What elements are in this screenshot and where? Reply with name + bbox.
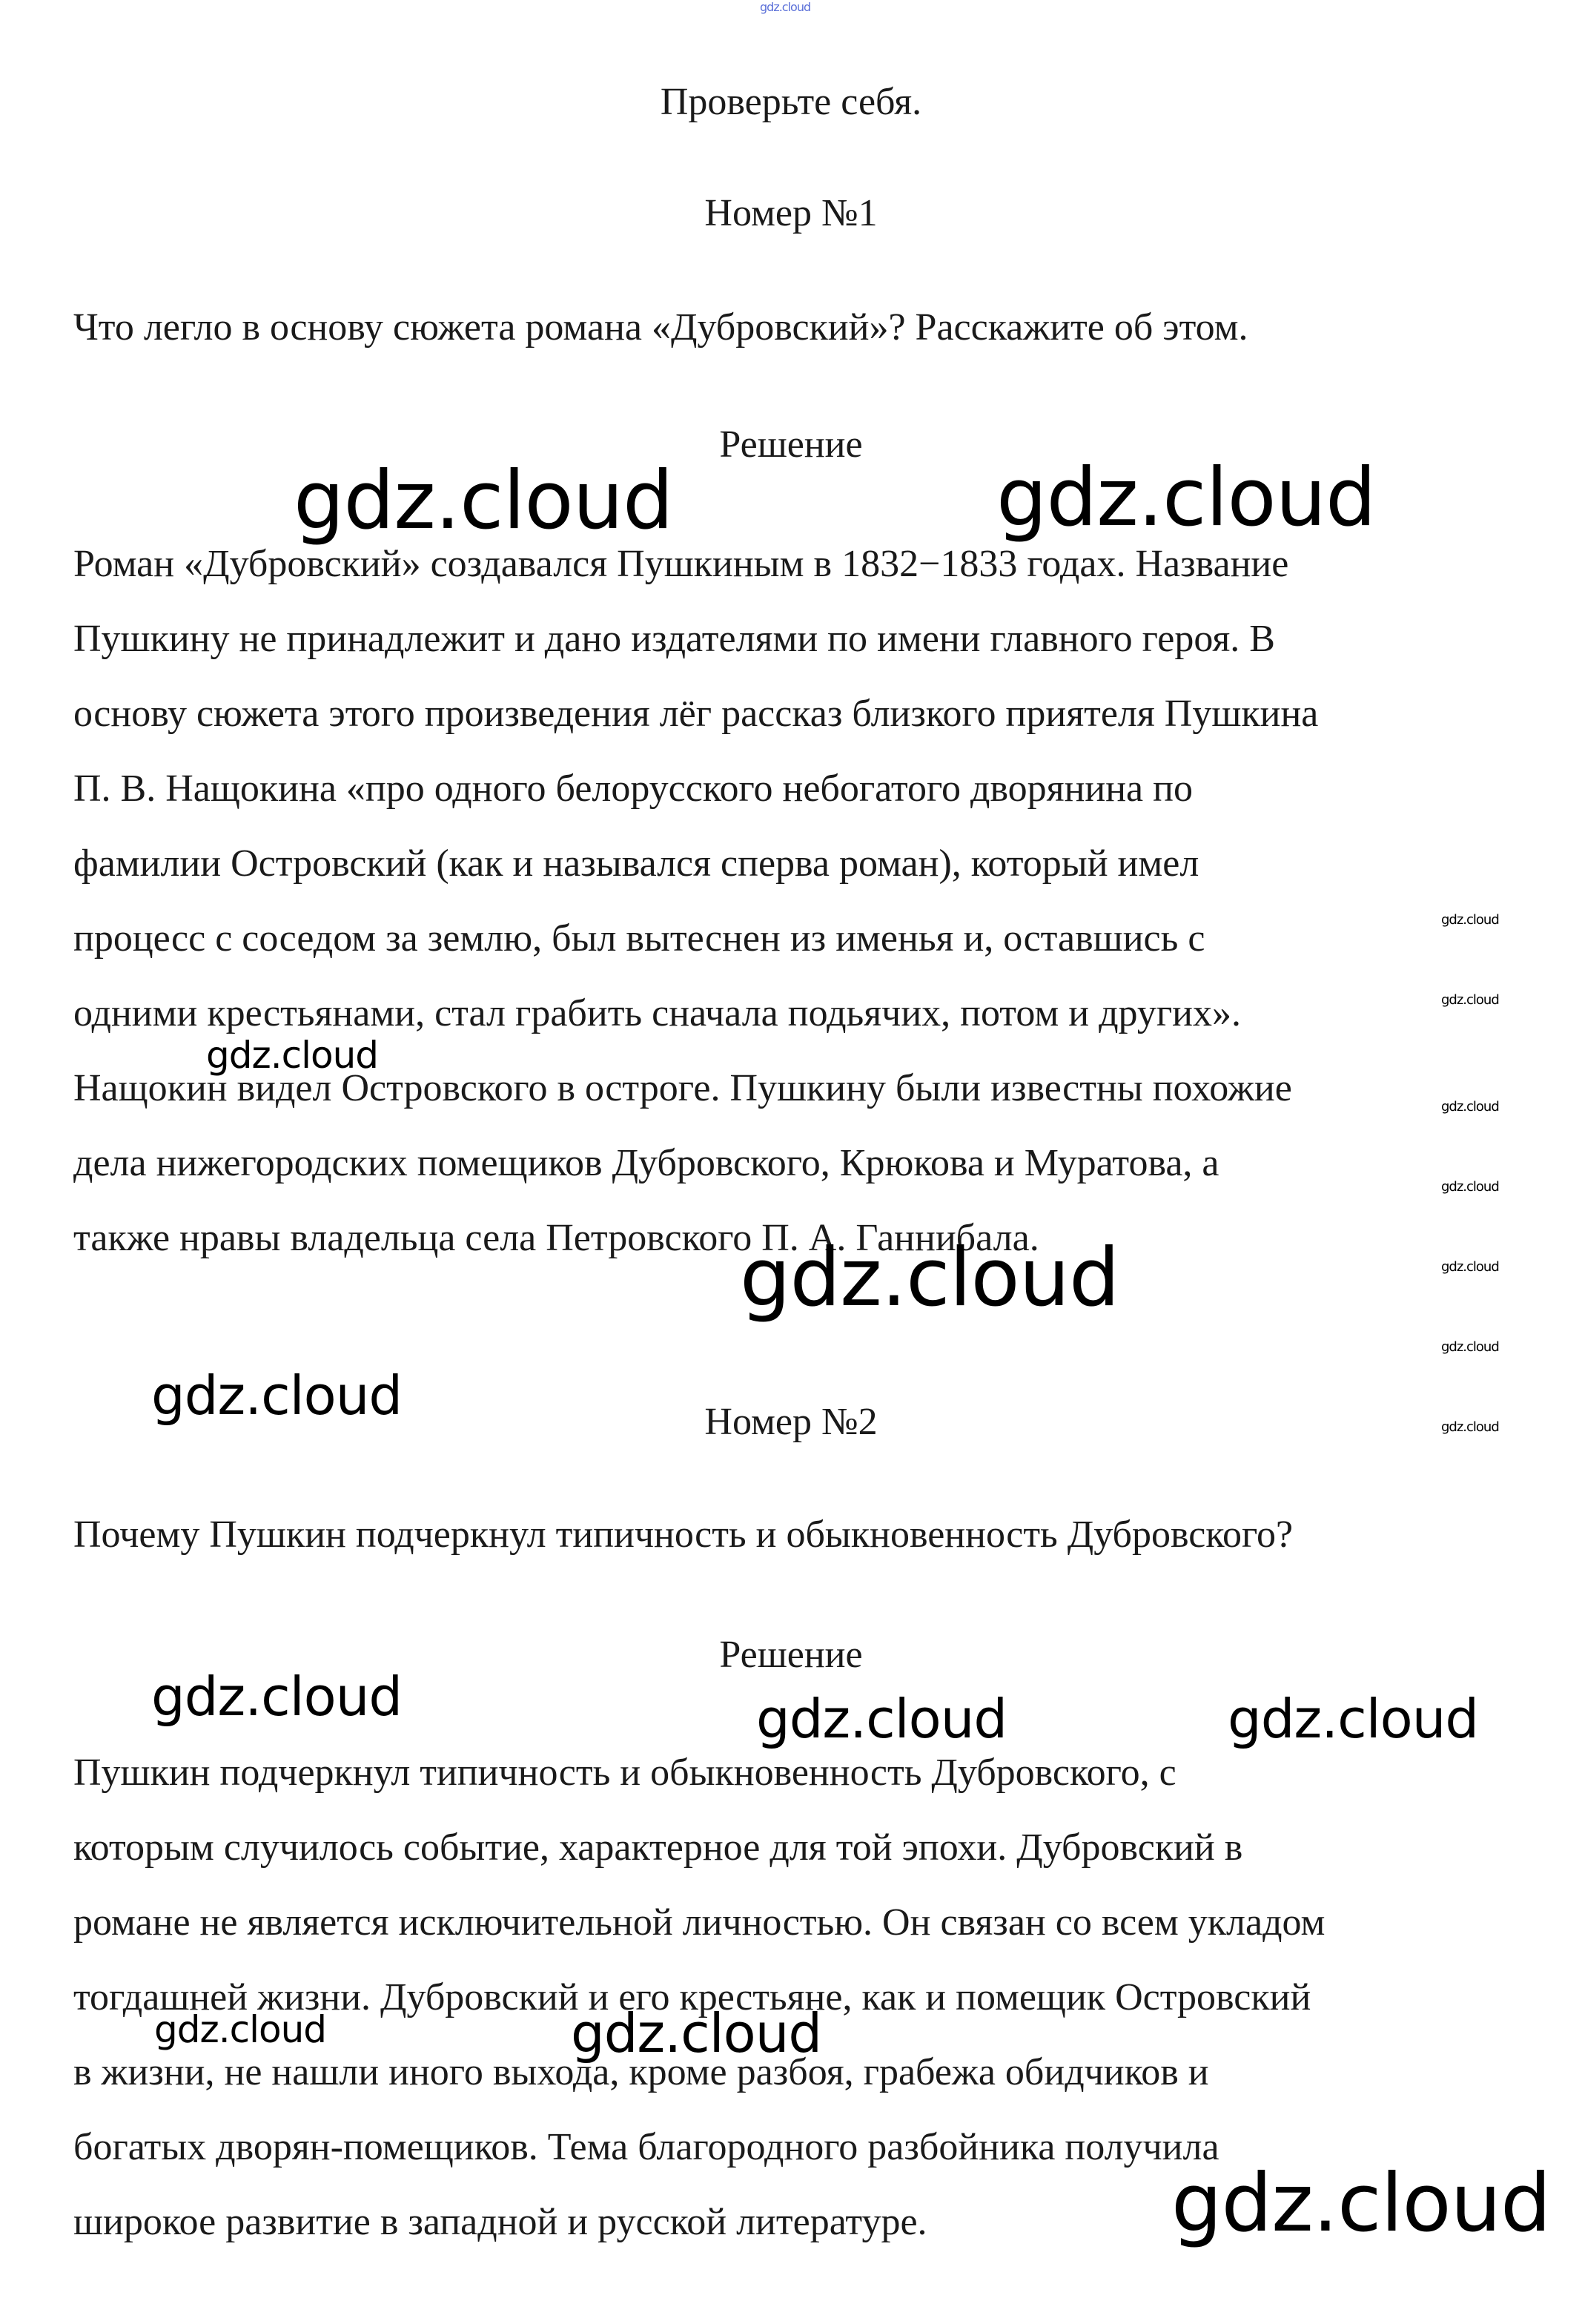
answer-line: которым случилось событие, характерное для той эпохи. Дубровский в	[73, 1826, 1243, 1869]
answer-line: Роман «Дубровский» создавался Пушкиным в 1832−1833 годах. Название	[73, 543, 1289, 585]
watermark-small: gdz.cloud	[1441, 1259, 1499, 1275]
task-2-solution-label: Решение	[719, 1634, 863, 1676]
watermark: gdz.cloud	[294, 455, 673, 547]
watermark-top: gdz.cloud	[760, 0, 811, 14]
answer-line: П. В. Нащокина «про одного белорусского небогатого дворянина по	[73, 767, 1193, 810]
answer-line: также нравы владельца села Петровского П. А. Ганнибала.	[73, 1217, 1039, 1259]
task-1-question: Что легло в основу сюжета романа «Дубровский»? Расскажите об этом.	[73, 306, 1248, 349]
task-1-number: Номер №1	[704, 192, 878, 234]
watermark: gdz.cloud	[1171, 2157, 1551, 2250]
task-1-solution-label: Решение	[719, 423, 863, 466]
answer-line: широкое развитие в западной и русской литературе.	[73, 2201, 927, 2243]
watermark: gdz.cloud	[571, 2002, 822, 2064]
task-1-answer	[73, 526, 1526, 1275]
watermark: gdz.cloud	[154, 2008, 327, 2051]
watermark-small: gdz.cloud	[1441, 1339, 1499, 1355]
watermark: gdz.cloud	[996, 452, 1376, 544]
watermark-small: gdz.cloud	[1441, 1419, 1499, 1435]
answer-line: процесс с соседом за землю, был вытеснен из именья и, оставшись с	[73, 917, 1205, 960]
watermark: gdz.cloud	[756, 1688, 1007, 1750]
task-2-question: Почему Пушкин подчеркнул типичность и обыкновенность Дубровского?	[73, 1513, 1294, 1556]
answer-line: в жизни, не нашли иного выхода, кроме разбоя, грабежа обидчиков и	[73, 2051, 1209, 2093]
answer-line: одними крестьянами, стал грабить сначала подьячих, потом и других».	[73, 992, 1242, 1034]
answer-line: дела нижегородских помещиков Дубровского, Крюкова и Муратова, а	[73, 1142, 1219, 1184]
watermark: gdz.cloud	[206, 1034, 379, 1077]
answer-line: Пушкину не принадлежит и дано издателями по имени главного героя. В	[73, 618, 1275, 660]
answer-line: богатых дворян-помещиков. Тема благородного разбойника получила	[73, 2126, 1219, 2168]
watermark: gdz.cloud	[151, 1666, 403, 1728]
watermark: gdz.cloud	[151, 1364, 403, 1427]
task-2-number: Номер №2	[704, 1401, 878, 1443]
watermark-small: gdz.cloud	[1441, 912, 1499, 928]
page-title: Проверьте себя.	[660, 81, 922, 123]
watermark-small: gdz.cloud	[1441, 992, 1499, 1008]
watermark-small: gdz.cloud	[1441, 1179, 1499, 1195]
answer-line: тогдашней жизни. Дубровский и его крестьяне, как и помещик Островский	[73, 1976, 1311, 2018]
answer-line: романе не является исключительной личностью. Он связан со всем укладом	[73, 1901, 1325, 1944]
answer-line: Пушкин подчеркнул типичность и обыкновенность Дубровского, с	[73, 1752, 1176, 1794]
answer-line: основу сюжета этого произведения лёг рассказ близкого приятеля Пушкина	[73, 693, 1319, 735]
watermark: gdz.cloud	[1228, 1688, 1479, 1750]
answer-line: фамилии Островский (как и назывался сперва роман), который имел	[73, 842, 1199, 885]
watermark: gdz.cloud	[740, 1232, 1119, 1324]
answer-line: Нащокин видел Островского в остроге. Пушкину были известны похожие	[73, 1067, 1292, 1109]
watermark-small: gdz.cloud	[1441, 1099, 1499, 1115]
